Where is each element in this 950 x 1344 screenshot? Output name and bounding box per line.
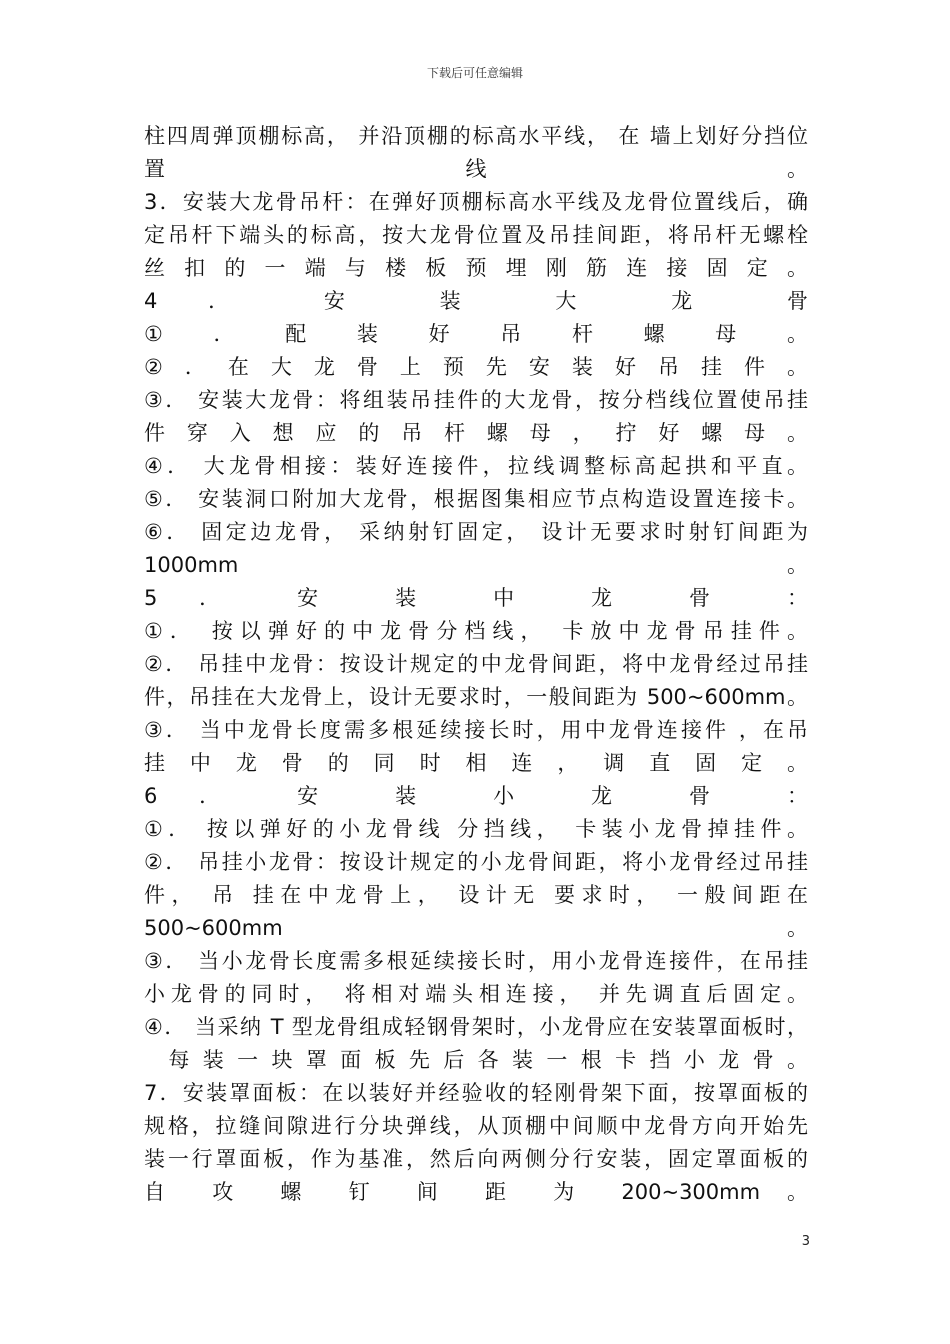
text-line: 件， 吊 挂在中龙骨上， 设计无 要求时， 一般间距在 bbox=[144, 883, 808, 907]
text-line: ① ． 配 装 好 吊 杆 螺 母 。 bbox=[144, 322, 808, 346]
text-line: ①． 按以弹好的中龙骨分档线， 卡放中龙骨吊挂件。 bbox=[144, 619, 808, 643]
text-line: 4 ． 安 装 大 龙 骨 bbox=[144, 289, 808, 313]
text-line: 定吊杆下端头的标高，按大龙骨位置及吊挂间距，将吊杆无螺栓 bbox=[144, 223, 808, 247]
text-line: 挂 中 龙 骨 的 同 时 相 连 ， 调 直 固 定 。 bbox=[144, 751, 808, 775]
text-line: 每 装 一 块 罩 面 板 先 后 各 装 一 根 卡 挡 小 龙 骨 。 bbox=[144, 1048, 808, 1072]
text-line: 装一行罩面板，作为基准，然后向两侧分行安装，固定罩面板的 bbox=[144, 1147, 808, 1171]
text-line: ②． 吊挂中龙骨：按设计规定的中龙骨间距，将中龙骨经过吊挂 bbox=[144, 652, 808, 676]
text-line: 6 ． 安 装 小 龙 骨 ： bbox=[144, 784, 808, 808]
text-line: ③． 安装大龙骨：将组装吊挂件的大龙骨，按分档线位置使吊挂 bbox=[144, 388, 808, 412]
text-line: 3．安装大龙骨吊杆：在弹好顶棚标高水平线及龙骨位置线后，确 bbox=[144, 190, 808, 214]
text-line: 7．安装罩面板：在以装好并经验收的轻刚骨架下面，按罩面板的 bbox=[144, 1081, 808, 1105]
text-line: 1000mm 。 bbox=[144, 553, 808, 577]
text-line: ④． 当采纳 T 型龙骨组成轻钢骨架时，小龙骨应在安装罩面板时， bbox=[144, 1015, 808, 1039]
text-line: 规格，拉缝间隙进行分块弹线，从顶棚中间顺中龙骨方向开始先 bbox=[144, 1114, 808, 1138]
text-line: ⑤． 安装洞口附加大龙骨，根据图集相应节点构造设置连接卡。 bbox=[144, 487, 808, 511]
text-line: 丝 扣 的 一 端 与 楼 板 预 埋 刚 筋 连 接 固 定 。 bbox=[144, 256, 808, 280]
text-line: 自 攻 螺 钉 间 距 为 200~300mm 。 bbox=[144, 1180, 808, 1204]
text-line: ③． 当中龙骨长度需多根延续接长时，用中龙骨连接件 ，在吊 bbox=[144, 718, 808, 742]
text-line: 件，吊挂在大龙骨上，设计无要求时，一般间距为 500~600mm。 bbox=[144, 685, 808, 709]
text-line: ③． 当小龙骨长度需多根延续接长时，用小龙骨连接件，在吊挂 bbox=[144, 949, 808, 973]
text-line: 件 穿 入 想 应 的 吊 杆 螺 母 ， 拧 好 螺 母 。 bbox=[144, 421, 808, 445]
text-line: ⑥． 固定边龙骨， 采纳射钉固定， 设计无要求时射钉间距为 bbox=[144, 520, 808, 544]
text-line: 置 线 。 bbox=[144, 157, 808, 181]
text-line: 5 ． 安 装 中 龙 骨 ： bbox=[144, 586, 808, 610]
text-line: ①． 按以弹好的小龙骨线 分挡线， 卡装小龙骨掉挂件。 bbox=[144, 817, 808, 841]
text-line: ② ． 在 大 龙 骨 上 预 先 安 装 好 吊 挂 件 。 bbox=[144, 355, 808, 379]
text-line: ④． 大龙骨相接：装好连接件，拉线调整标高起拱和平直。 bbox=[144, 454, 808, 478]
text-line: 柱四周弹顶棚标高， 并沿顶棚的标高水平线， 在 墙上划好分挡位 bbox=[144, 124, 808, 148]
page-header: 下载后可任意编辑 bbox=[426, 66, 523, 80]
page-number: 3 bbox=[801, 1234, 810, 1249]
text-line: 小龙骨的同时， 将相对端头相连接， 并先调直后固定。 bbox=[144, 982, 808, 1006]
text-line: ②． 吊挂小龙骨：按设计规定的小龙骨间距，将小龙骨经过吊挂 bbox=[144, 850, 808, 874]
text-line: 500~600mm 。 bbox=[144, 916, 808, 940]
body-text bbox=[144, 120, 808, 1209]
